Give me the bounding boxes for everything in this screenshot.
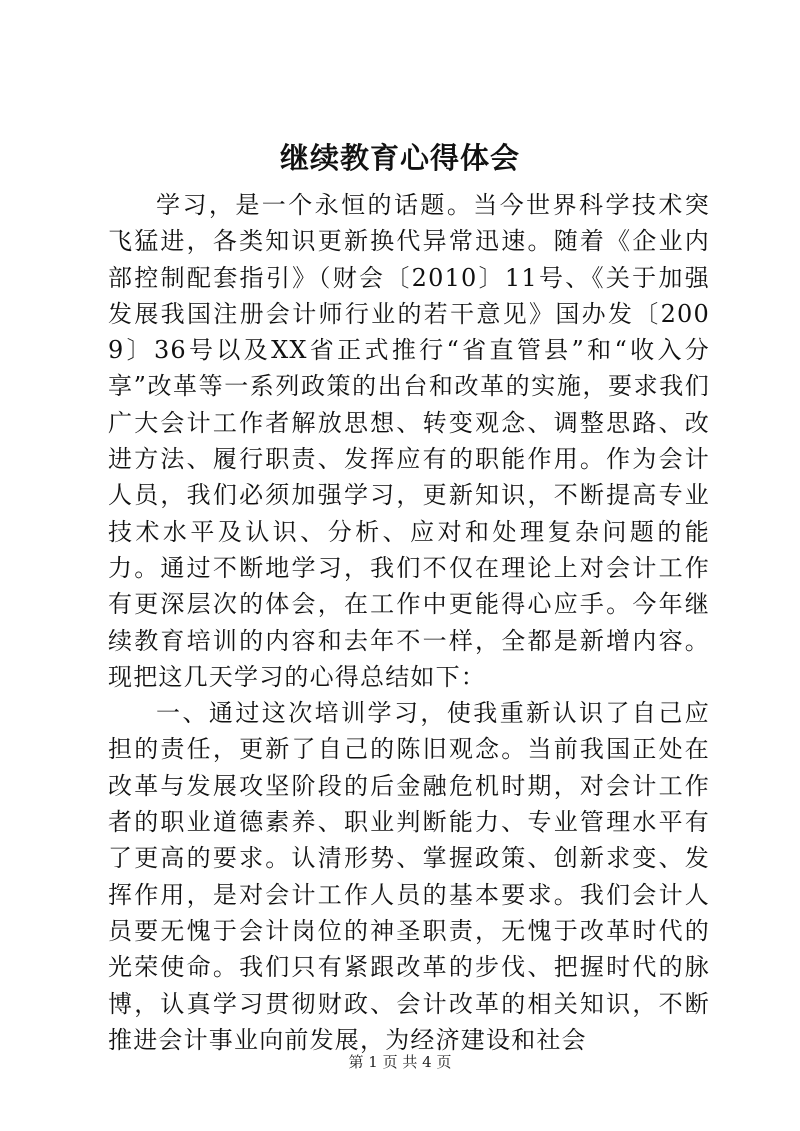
document-body	[108, 187, 710, 1058]
paragraph-intro: 学习，是一个永恒的话题。当今世界科学技术突飞猛进，各类知识更新换代异常迅速。随着《企业内部控制配套指引》（财会〔2010〕11号、《关于加强发展我国注册会计师行业的若干意见》国办发〔2009〕36号以及XX省正式推行“省直管县”和“收入分享”改革等一系列政策的出台和改革的实施，要求我们广大会计工作者解放思想、转变观念、调整思路、改进方法、履行职责、发挥应有的职能作用。作为会计人员，我们必须加强学习，更新知识，不断提高专业技术水平及认识、分析、应对和处理复杂问题的能力。通过不断地学习，我们不仅在理论上对会计工作有更深层次的体会，在工作中更能得心应手。今年继续教育培训的内容和去年不一样，全都是新增内容。现把这几天学习的心得总结如下：	[108, 191, 710, 691]
document-title: 继续教育心得体会	[279, 141, 520, 175]
paragraph-point-one: 一、通过这次培训学习，使我重新认识了自己应担的责任，更新了自己的陈旧观念。当前我国正处在改革与发展攻坚阶段的后金融危机时期，对会计工作者的职业道德素养、职业判断能力、专业管理水平有了更高的要求。认清形势、掌握政策、创新求变、发挥作用，是对会计工作人员的基本要求。我们会计人员要无愧于会计岗位的神圣职责，无愧于改革时代的光荣使命。我们只有紧跟改革的步伐、把握时代的脉博，认真学习贯彻财政、会计改革的相关知识，不断推进会计事业向前发展，为经济建设和社会	[108, 699, 710, 1054]
page-number-footer: 第 1 页 共 4 页	[348, 1053, 452, 1071]
